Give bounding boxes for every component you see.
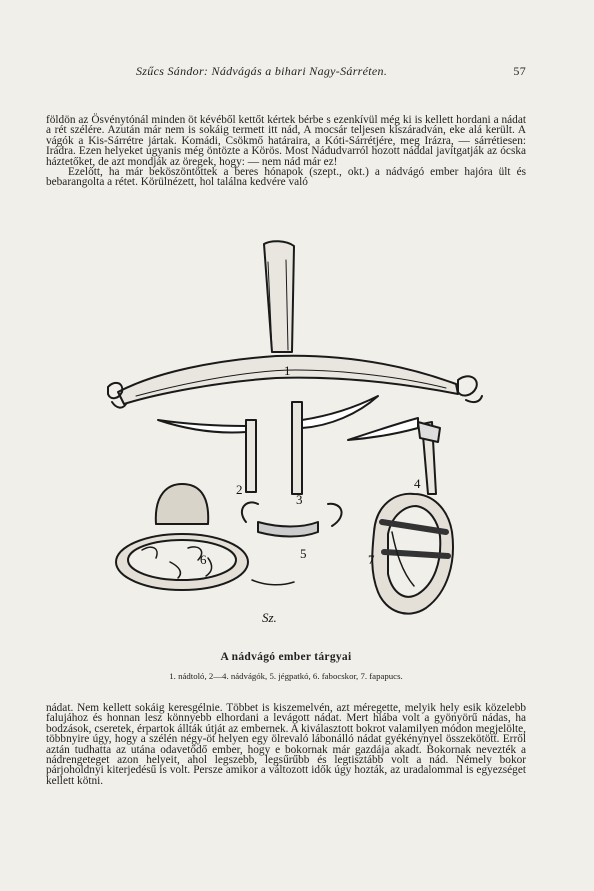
page-number: 57 <box>513 64 526 78</box>
artist-signature: Sz. <box>262 610 277 625</box>
reed-cutter-4-drawing <box>348 418 440 494</box>
figure-label: 4 <box>414 476 421 491</box>
figure-caption: 1. nádtoló, 2—4. nádvágók, 5. jégpatkó, 6. fabocskor, 7. fapapucs. <box>169 671 403 681</box>
reed-cutter-3-drawing <box>292 396 378 494</box>
wooden-slipper-drawing <box>372 494 453 614</box>
page-header <box>46 64 526 84</box>
figure-label: 6 <box>200 552 207 567</box>
figure-label: 2 <box>236 482 243 497</box>
paragraph: Ezelőtt, ha már beköszöntöttek a beres hónapok (szept., okt.) a nádvágó ember hajóra ült és bebarangolta a rétet. Körülnézett, hol találna kedvére való <box>46 166 526 189</box>
tools-drawing <box>96 232 496 632</box>
wooden-clog-drawing <box>116 484 294 590</box>
paragraph: nádat. Nem kellett sokáig keresgélnie. Többet is kiszemelvén, azt méregette, melyik hely esik közelebb falujához és honnan lesz könnyebb elhordani a levágott nádat. Mert hiába volt a gyönyörű nádas, ha bodzások, cseretek, érpartok állták útját az embernek. A kiválasztott bokrot valamilyen módon megjelölte, többnyire úgy, hogy a szélén négy-öt helyen egy ölrevaló lábonálló nádat gyékénynyel összekötött. Erről aztán tudhatta az utána odavetődő ember, hogy e bokornak már gazdája akadt. Bokornak nevezték a nádrengeteget azon helyeit, ahol legszebb, legsűrűbb és legtisztább volt a nád. Némely bokor párjoholdnyi kiterjedésű is volt. Persze amikor a változott idők úgy hozták, az uradalommal is egyezséget kellett kötni. <box>46 702 526 787</box>
figure-label: 5 <box>300 546 307 561</box>
body-text-top <box>46 115 526 188</box>
running-head: Szűcs Sándor: Nádvágás a bihari Nagy-Sárréten. <box>136 64 388 78</box>
tools-illustration <box>96 232 496 632</box>
paragraph: földön az Ösvénytónál minden öt kévéből kettőt kértek bérbe s ezenkívül még ki is kellett hordani a nádat a rét szélére. Azután már nem is sokáig termett itt nád, A mocsár teljesen kiszáradván, eke alá került. A vágók a Kis-Sárrétre jártak. Komádi, Csökmő határaira, a Kóti-Sárrétjére, meg Irázra, — sárrétiesen: Irádra. Ezen helyeket ugyanis még öntözte a Körös. Most Nádudvarról hozott náddal javítgatják az ócska háztetőket, de azt mondják az öregek, hogy: — nem nád már ez! <box>46 114 526 168</box>
figure-title: A nádvágó ember tárgyai <box>220 651 352 663</box>
figure-label: 7 <box>368 552 375 567</box>
reed-pusher-drawing <box>108 241 482 407</box>
body-text-bottom <box>46 703 526 786</box>
figure-label: 3 <box>296 492 303 507</box>
figure-label: 1 <box>284 363 291 378</box>
ice-cleat-drawing <box>242 502 342 536</box>
